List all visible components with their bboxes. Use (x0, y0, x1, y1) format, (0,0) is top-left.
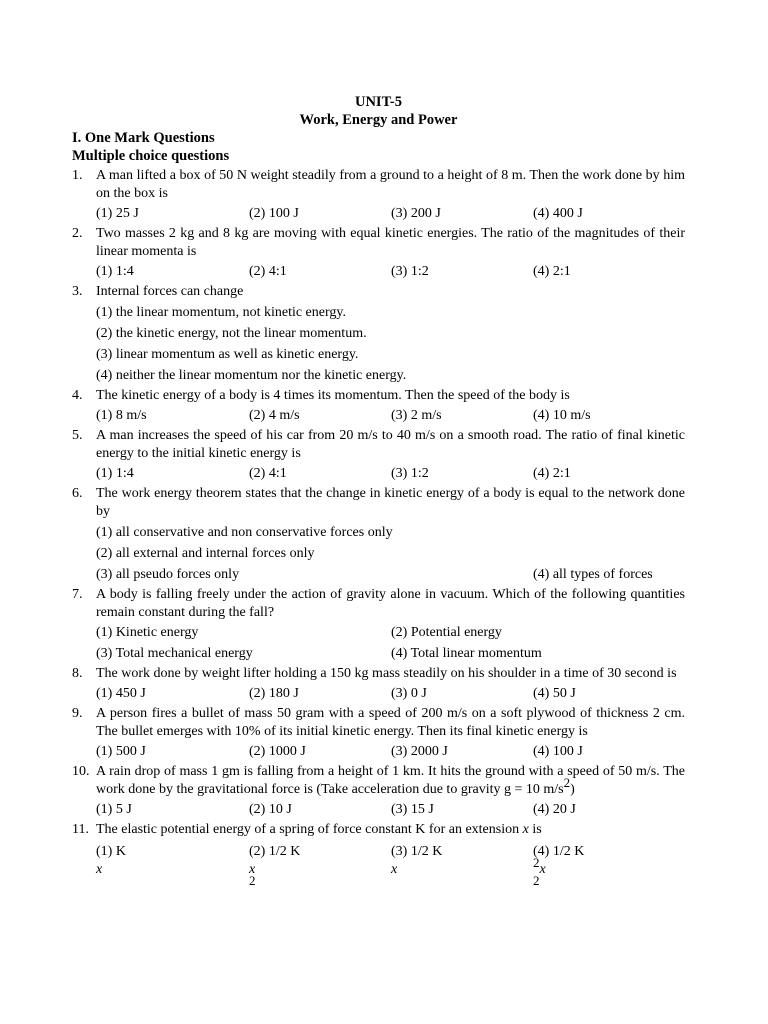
option-1: (1) 8 m/s (96, 408, 147, 423)
question-11 (72, 821, 685, 897)
question-text (96, 821, 686, 839)
option-1: (1) 5 J (96, 802, 132, 817)
options-row (96, 801, 685, 819)
question-text: Internal forces can change (96, 284, 244, 299)
option-3: (3) 1:2 (391, 466, 429, 481)
chapter-title: Work, Energy and Power (299, 112, 458, 128)
options-row (96, 624, 685, 642)
option-variable: x (96, 862, 103, 877)
question-6 (72, 485, 685, 584)
question-text: A person fires a bullet of mass 50 gram with a speed of 200 m/s on a soft plywood of thickness 2 cm. The bullet emerges with 10% of its initial kinetic energy. Then its final kinetic energy is (96, 706, 685, 739)
option-coefficient: (2) 1/2 K (249, 844, 301, 859)
option-3: (3) 15 J (391, 802, 434, 817)
options-row (96, 843, 686, 897)
option-coefficient: (4) 1/2 K (533, 844, 585, 859)
option-2: (2) 10 J (249, 802, 292, 817)
option-1: (1) the linear momentum, not kinetic energy. (96, 305, 346, 320)
document-content (72, 93, 685, 897)
superscript: 2 (533, 855, 540, 870)
option-4: (4) Total linear momentum (391, 646, 542, 661)
option-1: (1) 25 J (96, 206, 139, 221)
question-text: A body is falling freely under the action of gravity alone in vacuum. Which of the following quantities remain constant during the fall? (96, 587, 685, 620)
options-row (96, 645, 685, 663)
option-2: (2) 180 J (249, 686, 299, 701)
option-1: (1) 1:4 (96, 466, 134, 481)
option-4: (4) 400 J (533, 206, 583, 221)
question-number: 5. (72, 428, 83, 443)
question-number: 1. (72, 168, 83, 183)
option-1: (1) Kinetic energy (96, 625, 199, 640)
question-text: A man increases the speed of his car from 20 m/s to 40 m/s on a smooth road. The ratio of final kinetic energy to the initial kinetic energy is (96, 428, 685, 461)
option-1: (1) 500 J (96, 744, 146, 759)
question-text: The kinetic energy of a body is 4 times its momentum. Then the speed of the body is (96, 388, 570, 403)
question-8 (72, 665, 685, 703)
question-number: 2. (72, 226, 83, 241)
question-10 (72, 763, 685, 819)
question-number: 6. (72, 486, 83, 501)
option-4: (4) 2:1 (533, 466, 571, 481)
question-text: The work done by weight lifter holding a 150 kg mass steadily on his shoulder in a time of 30 second is (96, 666, 677, 681)
subsection-heading: Multiple choice questions (72, 148, 230, 164)
options-row (96, 566, 685, 584)
option-4: (4) 100 J (533, 744, 583, 759)
option-2: (2) 100 J (249, 206, 299, 221)
unit-heading: UNIT-5 (354, 94, 402, 110)
question-text (96, 763, 685, 799)
question-number: 11. (72, 822, 89, 837)
question-7 (72, 586, 685, 663)
option-1 (96, 843, 249, 897)
question-4 (72, 387, 685, 425)
question-5 (72, 427, 685, 483)
option-3: (3) 1:2 (391, 264, 429, 279)
question-2 (72, 225, 685, 281)
question-text: The work energy theorem states that the change in kinetic energy of a body is equal to the network done by (96, 486, 685, 519)
question-text: Two masses 2 kg and 8 kg are moving with equal kinetic energies. The ratio of the magnitudes of their linear momenta is (96, 226, 685, 259)
option-2: (2) all external and internal forces only (96, 546, 315, 561)
option-2: (2) 4:1 (249, 264, 287, 279)
option-3: (3) Total mechanical energy (96, 646, 253, 661)
option-3: (3) linear momentum as well as kinetic energy. (96, 347, 359, 362)
option-variable: x (249, 862, 256, 877)
option-3: (3) 2000 J (391, 744, 448, 759)
superscript: 2 (249, 873, 256, 888)
options-row (96, 743, 685, 761)
option-4: (4) 20 J (533, 802, 576, 817)
option-2: (2) 4:1 (249, 466, 287, 481)
question-3 (72, 283, 685, 385)
option-2: (2) the kinetic energy, not the linear momentum. (96, 326, 367, 341)
question-number: 10. (72, 764, 90, 779)
question-number: 9. (72, 706, 83, 721)
option-4: (4) 2:1 (533, 264, 571, 279)
option-4: (4) all types of forces (533, 567, 653, 582)
question-text-end: is (528, 822, 542, 837)
option-3: (3) 0 J (391, 686, 427, 701)
superscript: 2 (533, 873, 540, 888)
question-9 (72, 705, 685, 761)
options-row (96, 263, 685, 281)
options-row (96, 465, 685, 483)
option-2: (2) 4 m/s (249, 408, 300, 423)
question-number: 4. (72, 388, 83, 403)
options-row (96, 407, 685, 425)
option-coefficient: (3) 1/2 K (391, 844, 443, 859)
question-text: A man lifted a box of 50 N weight steadily from a ground to a height of 8 m. Then the work done by him on the box is (96, 168, 685, 201)
option-2: (2) 1000 J (249, 744, 306, 759)
variable-x: x (522, 822, 529, 837)
option-2 (249, 843, 391, 897)
option-coefficient: (1) K (96, 844, 126, 859)
option-4: (4) 50 J (533, 686, 576, 701)
options-row (96, 205, 685, 223)
option-3 (391, 843, 533, 897)
question-text-main: A rain drop of mass 1 gm is falling from a height of 1 km. It hits the ground with a speed of 50 m/s. The work done by the gravitational force is (Take acceleration due to gravity g = 10 m/s (96, 764, 685, 797)
option-3: (3) 2 m/s (391, 408, 442, 423)
option-4: (4) neither the linear momentum nor the kinetic energy. (96, 368, 407, 383)
option-3: (3) all pseudo forces only (96, 567, 240, 582)
option-3: (3) 200 J (391, 206, 441, 221)
option-variable: x (539, 862, 546, 877)
question-text-main: The elastic potential energy of a spring of force constant K for an extension (96, 822, 523, 837)
option-1: (1) 450 J (96, 686, 146, 701)
question-text-end: ) (570, 782, 575, 797)
options-row (96, 685, 685, 703)
question-number: 8. (72, 666, 83, 681)
option-4 (533, 843, 686, 897)
question-number: 3. (72, 284, 83, 299)
question-1 (72, 167, 685, 223)
option-variable: x (391, 862, 398, 877)
question-number: 7. (72, 587, 83, 602)
option-1: (1) 1:4 (96, 264, 134, 279)
superscript: 2 (563, 775, 571, 790)
option-2: (2) Potential energy (391, 625, 502, 640)
section-heading: I. One Mark Questions (72, 130, 215, 146)
option-4: (4) 10 m/s (533, 408, 591, 423)
option-1: (1) all conservative and non conservative forces only (96, 525, 393, 540)
